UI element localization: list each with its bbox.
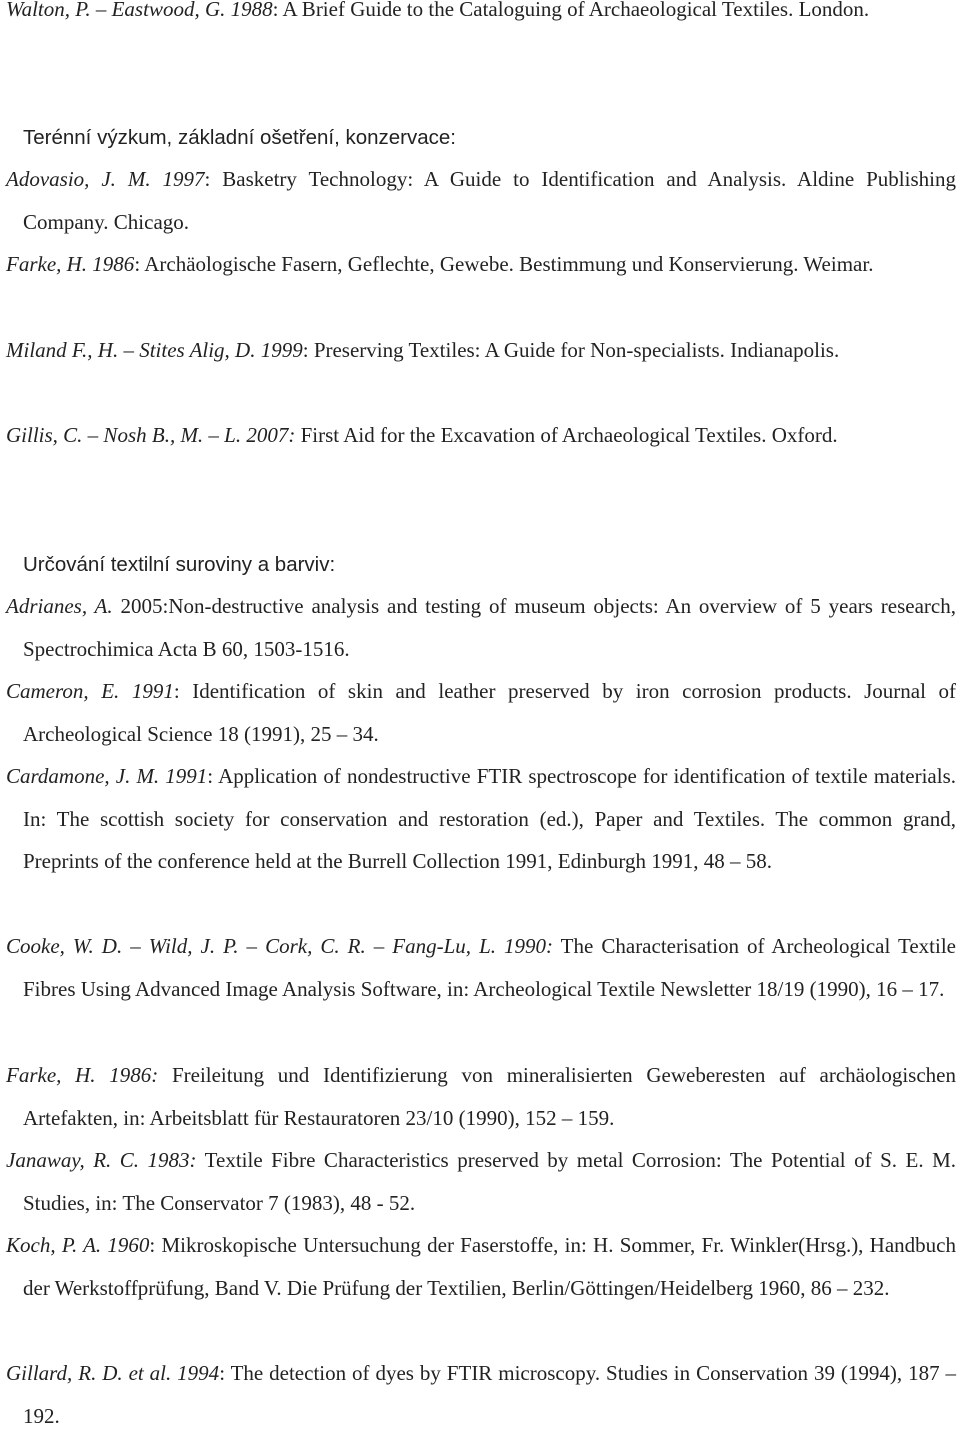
reference-authors: Miland F., H. – Stites Alig, D. 1999 [6,338,303,362]
reference-authors: Gillard, R. D. et al. 1994 [6,1361,220,1385]
reference-authors: Farke, H. 1986 [6,252,135,276]
reference-text: : Archäologische Fasern, Geflechte, Gewebe. Bestimmung und Konservierung. Weimar. [134,252,874,276]
reference-entry [6,414,956,457]
reference-authors: Koch, P. A. 1960 [6,1233,150,1257]
reference-entry [6,158,956,243]
reference-authors: Walton, P. – Eastwood, G. 1988 [6,0,273,21]
reference-entry [6,585,956,670]
reference-entry [6,0,956,31]
reference-entry [6,1352,956,1437]
reference-entry [6,925,956,1010]
reference-text: : The detection of dyes by FTIR microscopy. Studies in Conservation 39 (1994), 187 – 192. [23,1361,956,1428]
reference-text: : Application of nondestructive FTIR spectroscope for identification of textile materials. In: The scottish society for conservation and restoration (ed.), Paper and Textiles. The common grand, Preprints of the conference held at the Burrell Collection 1991, Edinburgh 1991, 48 – 58. [23,764,956,874]
section-heading-identification: Určování textilní suroviny a barviv: [23,553,336,576]
reference-text: : Identification of skin and leather preserved by iron corrosion products. Journal of Archeological Science 18 (1991), 25 – 34. [23,679,956,746]
reference-entry [6,1224,956,1309]
reference-entry [6,243,956,286]
reference-text: : A Brief Guide to the Cataloguing of Archaeological Textiles. London. [272,0,870,21]
reference-authors: Cooke, W. D. – Wild, J. P. – Cork, C. R. – Fang-Lu, L. 1990: [6,934,554,958]
reference-text: The Characterisation of Archeological Textile Fibres Using Advanced Image Analysis Software, in: Archeological Textile Newsletter 18/19 (1990), 16 – 17. [23,934,956,1001]
section-heading-fieldwork: Terénní výzkum, základní ošetření, konzervace: [23,126,456,149]
reference-authors: Farke, H. 1986: [6,1063,159,1087]
reference-authors: Adrianes, A. [6,594,113,618]
reference-text: 2005:Non-destructive analysis and testing of museum objects: An overview of 5 years research, Spectrochimica Acta B 60, 1503-1516. [23,594,956,661]
reference-authors: Janaway, R. C. 1983: [6,1148,197,1172]
reference-authors: Cameron, E. 1991 [6,679,174,703]
reference-entry [6,329,956,372]
reference-text: : Basketry Technology: A Guide to Identification and Analysis. Aldine Publishing Company. Chicago. [23,167,956,234]
reference-text: Freileitung und Identifizierung von mineralisierten Geweberesten auf archäologischen Artefakten, in: Arbeitsblatt für Restauratoren 23/10 (1990), 152 – 159. [23,1063,956,1130]
reference-authors: Cardamone, J. M. 1991 [6,764,208,788]
reference-text: : Mikroskopische Untersuchung der Faserstoffe, in: H. Sommer, Fr. Winkler(Hrsg.), Handbuch der Werkstoffprüfung, Band V. Die Prüfung der Textilien, Berlin/Göttingen/Heidelberg 1960, 86 – 232. [23,1233,956,1300]
reference-entry [6,670,956,755]
reference-authors: Adovasio, J. M. 1997 [6,167,205,191]
reference-text: Textile Fibre Characteristics preserved by metal Corrosion: The Potential of S. E. M. Studies, in: The Conservator 7 (1983), 48 - 52. [23,1148,957,1215]
reference-text: First Aid for the Excavation of Archaeological Textiles. Oxford. [295,423,838,447]
reference-authors: Gillis, C. – Nosh B., M. – L. 2007: [6,423,296,447]
reference-entry [6,755,956,883]
reference-text: : Preserving Textiles: A Guide for Non-specialists. Indianapolis. [302,338,840,362]
reference-entry [6,1054,956,1139]
reference-entry [6,1139,956,1224]
